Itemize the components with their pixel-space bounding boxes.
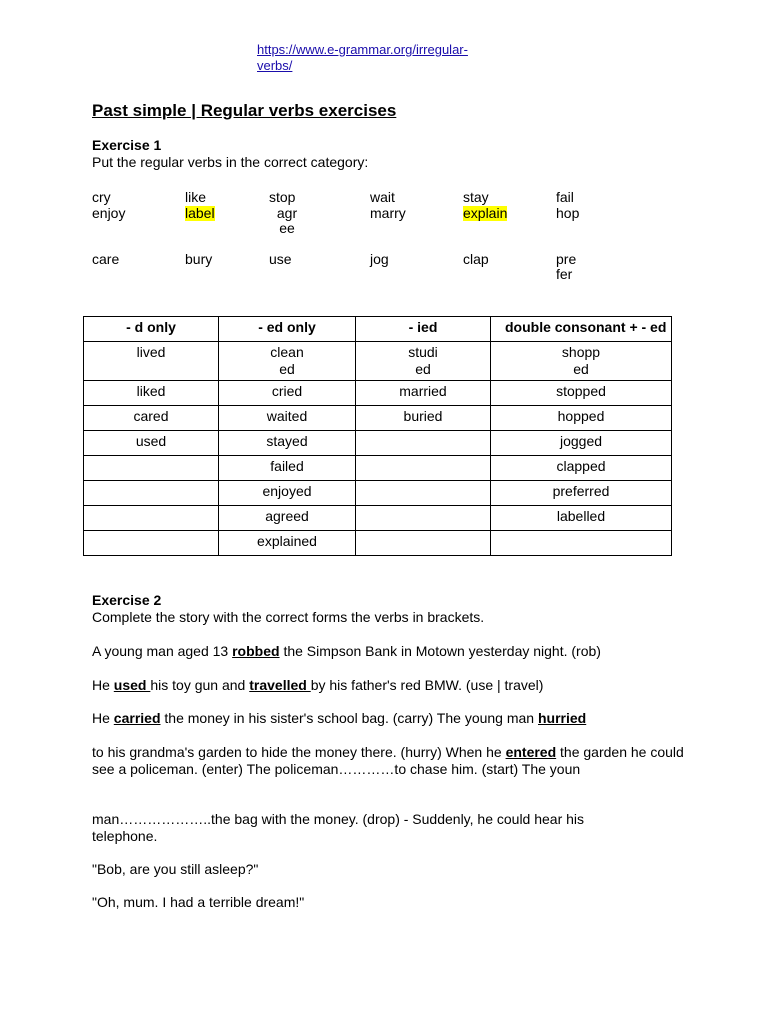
answer: used xyxy=(113,677,151,693)
table-cell: labelled xyxy=(491,506,672,531)
table-header-row xyxy=(84,317,672,342)
table-cell: clapped xyxy=(491,456,672,481)
story-paragraph xyxy=(92,643,601,660)
table-cell xyxy=(356,531,491,556)
exercise1-heading: Exercise 1 xyxy=(92,137,162,153)
table-cell: cried xyxy=(219,381,356,406)
table-cell: failed xyxy=(219,456,356,481)
answer: travelled xyxy=(249,677,311,693)
category-table xyxy=(83,316,672,556)
table-row xyxy=(84,456,672,481)
exercise1-instruction: Put the regular verbs in the correct category: xyxy=(92,154,369,170)
story-text: the garden he could see a policeman. (enter) The policeman…………to chase him. (start) The youn xyxy=(92,744,684,777)
table-row xyxy=(84,481,672,506)
word: clap xyxy=(463,251,489,267)
word: agree xyxy=(276,205,298,236)
table-cell: cleaned xyxy=(219,342,356,381)
table-cell xyxy=(356,431,491,456)
word: use xyxy=(269,251,292,267)
story-paragraph xyxy=(92,710,586,727)
word: stop xyxy=(269,189,296,205)
story-paragraph xyxy=(92,744,692,778)
table-cell xyxy=(84,506,219,531)
word: hop xyxy=(556,205,580,221)
story-text: his toy gun and xyxy=(150,677,250,693)
column-header: double consonant + - ed xyxy=(491,317,672,342)
table-cell: stayed xyxy=(219,431,356,456)
table-cell xyxy=(491,531,672,556)
table-cell: agreed xyxy=(219,506,356,531)
table-cell: hopped xyxy=(491,406,672,431)
table-cell xyxy=(356,481,491,506)
table-cell: explained xyxy=(219,531,356,556)
table-cell: married xyxy=(356,381,491,406)
table-cell xyxy=(356,506,491,531)
table-cell: jogged xyxy=(491,431,672,456)
story-paragraph xyxy=(92,677,543,694)
table-cell xyxy=(84,456,219,481)
table-cell: shopped xyxy=(491,342,672,381)
answer: robbed xyxy=(232,643,280,659)
word: cry xyxy=(92,189,111,205)
table-row xyxy=(84,431,672,456)
table-row xyxy=(84,506,672,531)
page-title: Past simple | Regular verbs exercises xyxy=(92,101,397,120)
table-row xyxy=(84,381,672,406)
table-cell: lived xyxy=(84,342,219,381)
story-text: A young man aged 13 xyxy=(92,643,233,659)
column-header: - ied xyxy=(356,317,491,342)
word: fail xyxy=(556,189,574,205)
source-link[interactable]: https://www.e-grammar.org/irregular-verbs/ xyxy=(257,42,468,73)
table-cell: enjoyed xyxy=(219,481,356,506)
word: like xyxy=(185,189,207,205)
table-cell: stopped xyxy=(491,381,672,406)
exercise2-instruction: Complete the story with the correct forms the verbs in brackets. xyxy=(92,609,485,625)
answer: hurried xyxy=(537,710,587,726)
table-cell xyxy=(356,456,491,481)
story-text: He xyxy=(92,710,114,726)
table-cell: waited xyxy=(219,406,356,431)
word: wait xyxy=(370,189,395,205)
table-row xyxy=(84,342,672,381)
story-text: the Simpson Bank in Motown yesterday night. (rob) xyxy=(279,643,601,659)
word: stay xyxy=(463,189,489,205)
table-cell: studied xyxy=(356,342,491,381)
word-highlighted: label xyxy=(185,205,215,221)
story-paragraph: man………………..the bag with the money. (drop) - Suddenly, he could hear his telephone. xyxy=(92,811,585,844)
story-text: He xyxy=(92,677,114,693)
story-paragraph: "Bob, are you still asleep?" xyxy=(92,861,259,877)
table-cell: cared xyxy=(84,406,219,431)
word: enjoy xyxy=(92,205,126,221)
story-text: to his grandma's garden to hide the money there. (hurry) When he xyxy=(92,744,506,760)
table-cell: used xyxy=(84,431,219,456)
column-header: - d only xyxy=(84,317,219,342)
word: jog xyxy=(370,251,389,267)
column-header: - ed only xyxy=(219,317,356,342)
story-text: by his father's red BMW. (use | travel) xyxy=(310,677,544,693)
table-cell: liked xyxy=(84,381,219,406)
table-cell xyxy=(84,481,219,506)
table-row xyxy=(84,531,672,556)
word-highlighted: explain xyxy=(463,205,508,221)
table-row xyxy=(84,406,672,431)
word: care xyxy=(92,251,120,267)
word: marry xyxy=(370,205,406,221)
table-cell: preferred xyxy=(491,481,672,506)
word: bury xyxy=(185,251,213,267)
table-cell: buried xyxy=(356,406,491,431)
exercise2-heading: Exercise 2 xyxy=(92,592,162,608)
table-cell xyxy=(84,531,219,556)
answer: carried xyxy=(113,710,161,726)
story-text: the money in his sister's school bag. (carry) The young man xyxy=(160,710,538,726)
answer: entered xyxy=(505,744,557,760)
story-paragraph: "Oh, mum. I had a terrible dream!" xyxy=(92,894,305,910)
word: prefer xyxy=(556,251,577,282)
